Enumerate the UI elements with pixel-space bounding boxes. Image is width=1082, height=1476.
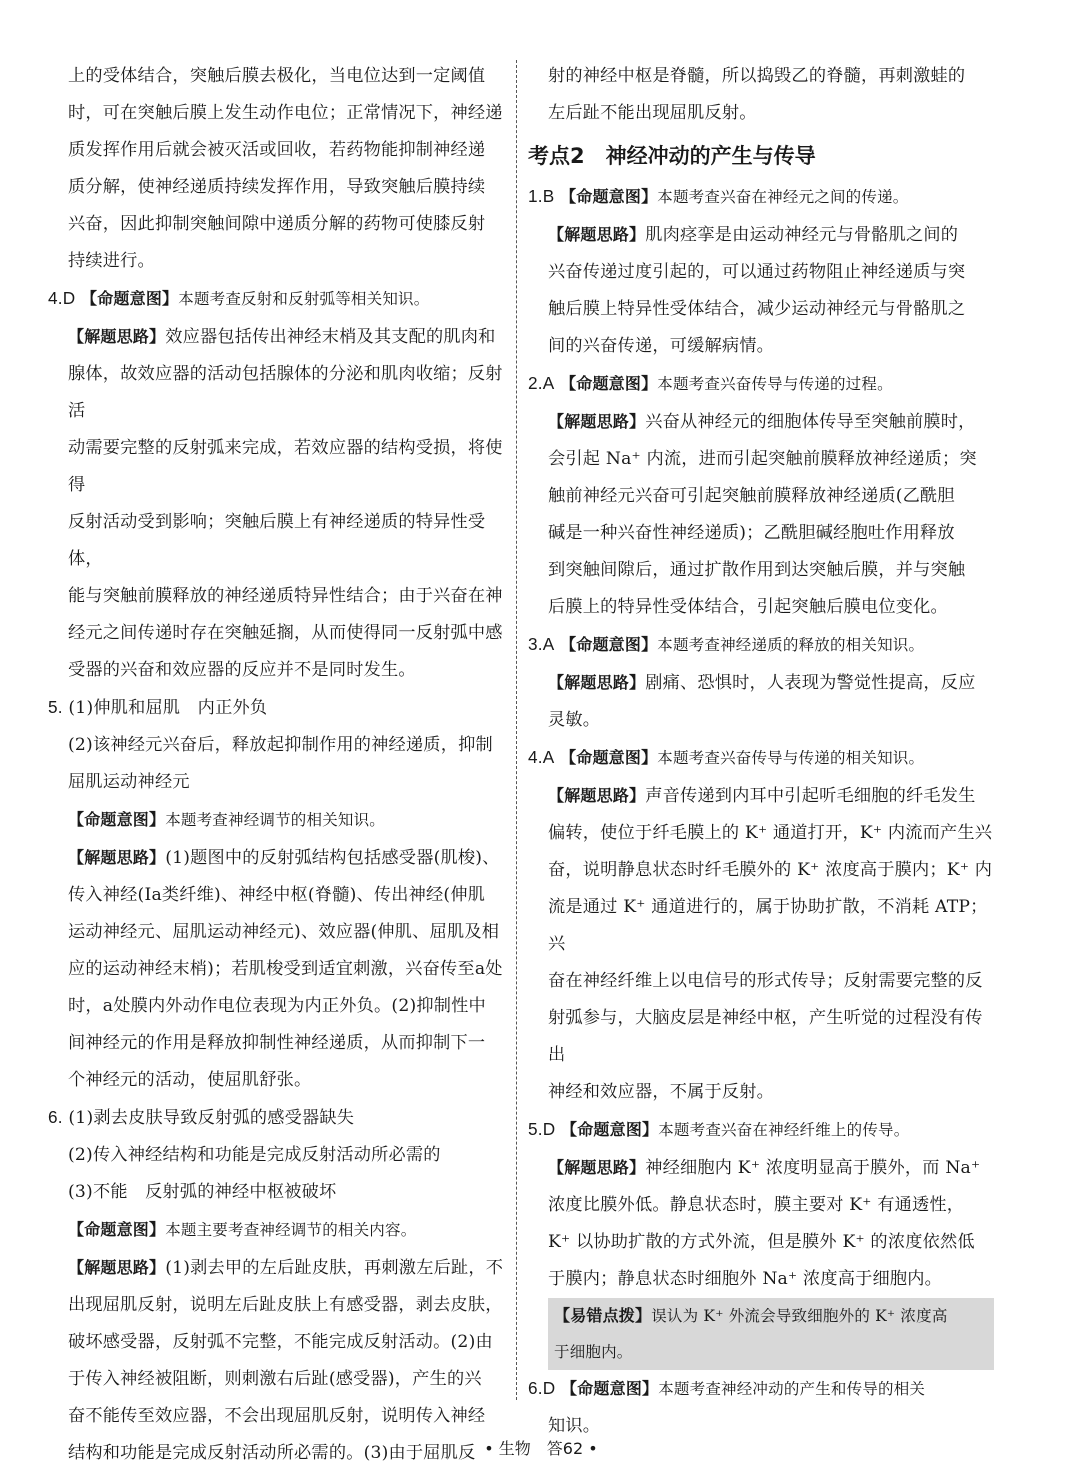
answer-number: 1.B: [528, 186, 555, 206]
line-text: 质发挥作用后就会被灭活或回收，若药物能抑制神经递: [68, 140, 486, 160]
text-line: [48, 1287, 508, 1324]
text-line: [48, 430, 508, 504]
line-text: 本题考查兴奋在神经纤维上的传导。: [658, 1121, 910, 1139]
line-text: 触前神经元兴奋可引起突触前膜释放神经递质(乙酰胆: [548, 486, 955, 506]
text-line: [528, 1074, 994, 1111]
line-text: 本题主要考查神经调节的相关内容。: [165, 1221, 417, 1239]
text-line: [48, 764, 508, 801]
line-text: 于膜内；静息状态时细胞外 Na⁺ 浓度高于细胞内。: [548, 1269, 943, 1289]
line-text: 于传入神经被阻断，则刺激右后趾(感受器)，产生的兴: [68, 1369, 482, 1389]
line-text: 神经细胞内 K⁺ 浓度明显高于膜外，而 Na⁺: [645, 1158, 981, 1178]
line-text: 能与突触前膜释放的神经递质特异性结合；由于兴奋在神: [68, 586, 503, 606]
answer-number: 4.A: [528, 747, 555, 767]
section-tag: 【命题意图】: [560, 748, 658, 767]
text-line: [528, 815, 994, 852]
text-line: [48, 1211, 508, 1249]
line-text: 射的神经中枢是脊髓，所以捣毁乙的脊髓，再刺激蛙的: [548, 66, 966, 86]
line-text: 误认为 K⁺ 外流会导致细胞外的 K⁺ 浓度高: [651, 1307, 948, 1325]
text-line: [48, 504, 508, 578]
text-line: [48, 132, 508, 169]
line-text: 结构和功能是完成反射活动所必需的。(3)由于屈肌反: [68, 1443, 476, 1463]
text-line: [528, 58, 994, 95]
line-text: 受器的兴奋和效应器的反应并不是同时发生。: [68, 660, 416, 680]
line-text: 上的受体结合，突触后膜去极化，当电位达到一定阈值: [68, 66, 486, 86]
text-line: [48, 169, 508, 206]
line-text: 本题考查反射和反射弧等相关知识。: [178, 290, 430, 308]
line-text: 兴奋，因此抑制突触间隙中递质分解的药物可使膝反射: [68, 214, 486, 234]
answer-number: 6.: [48, 1107, 63, 1127]
line-text: 个神经元的活动，使屈肌舒张。: [68, 1070, 312, 1090]
answer-number: 4.D: [48, 288, 76, 308]
line-text: 本题考查神经调节的相关知识。: [165, 811, 386, 829]
text-line: [48, 356, 508, 430]
section-title: 考点2 神经冲动的产生与传导: [528, 144, 816, 168]
line-text: 偏转，使位于纤毛膜上的 K⁺ 通道打开，K⁺ 内流而产生兴: [548, 823, 993, 843]
line-text: 剧痛、恐惧时，人表现为警觉性提高，反应: [645, 673, 976, 693]
answer-number: 5.: [48, 697, 63, 717]
text-line: [48, 1137, 508, 1174]
text-line: [528, 963, 994, 1000]
text-line: [48, 1249, 508, 1287]
line-text: (1)剥去皮肤导致反射弧的感受器缺失: [68, 1108, 355, 1128]
text-line: [528, 702, 994, 739]
text-line: [48, 318, 508, 356]
answer-number: 5.D: [528, 1119, 556, 1139]
text-line: [528, 1261, 994, 1298]
left-column: [48, 58, 508, 1472]
section-tag: 【命题意图】: [81, 289, 179, 308]
text-line: [48, 1062, 508, 1099]
line-text: 神经和效应器，不属于反射。: [548, 1082, 775, 1102]
text-line: [48, 1174, 508, 1211]
section-tag: 【命题意图】: [560, 635, 658, 654]
line-text: 经元之间传递时存在突触延搁，从而使得同一反射弧中感: [68, 623, 503, 643]
answer-item: [528, 178, 994, 216]
text-line: [48, 801, 508, 839]
text-line: [528, 328, 994, 365]
line-text: 灵敏。: [548, 710, 601, 730]
column-divider: [516, 60, 517, 1400]
line-text: 反射活动受到影响；突触后膜上有神经递质的特异性受体，: [68, 512, 486, 569]
line-text: 声音传递到内耳中引起听毛细胞的纤毛发生: [645, 786, 976, 806]
text-line: [48, 578, 508, 615]
text-line: [528, 852, 994, 889]
answer-item: [528, 1370, 994, 1408]
answer-item: [528, 626, 994, 664]
text-line: [48, 1324, 508, 1361]
error-tip-line: [548, 1334, 994, 1370]
text-line: [528, 889, 994, 963]
text-line: [528, 1187, 994, 1224]
text-line: [528, 291, 994, 328]
section-tag: 【解题思路】: [548, 786, 646, 805]
line-text: 奋不能传至效应器，不会出现屈肌反射，说明传入神经: [68, 1406, 486, 1426]
line-text: 本题考查兴奋传导与传递的过程。: [657, 375, 893, 393]
answer-item: [528, 365, 994, 403]
section-tag: 【解题思路】: [548, 225, 646, 244]
line-text: 屈肌运动神经元: [68, 772, 190, 792]
answer-item: [528, 739, 994, 777]
text-line: [528, 95, 994, 132]
text-line: [48, 95, 508, 132]
section-tag: 【解题思路】: [548, 673, 646, 692]
text-line: [48, 206, 508, 243]
text-line: [528, 1000, 994, 1074]
answer-item: [48, 1099, 508, 1137]
text-line: [48, 243, 508, 280]
line-text: 浓度比膜外低。静息状态时，膜主要对 K⁺ 有通透性，: [548, 1195, 965, 1215]
text-line: [528, 515, 994, 552]
error-tip-line: [548, 1298, 994, 1334]
text-line: [528, 1224, 994, 1261]
text-line: [528, 589, 994, 626]
section-tag: 【命题意图】: [560, 374, 658, 393]
line-text: 触后膜上特异性受体结合，减少运动神经元与骨骼肌之: [548, 299, 966, 319]
line-text: 兴奋传递过度引起的，可以通过药物阻止神经递质与突: [548, 262, 966, 282]
line-text: 流是通过 K⁺ 通道进行的，属于协助扩散，不消耗 ATP；兴: [548, 897, 988, 954]
section-tag: 【易错点拨】: [554, 1306, 652, 1325]
line-text: 出现屈肌反射，说明左后趾皮肤上有感受器，剥去皮肤，: [68, 1295, 503, 1315]
section-tag: 【解题思路】: [68, 848, 166, 867]
text-line: [48, 1361, 508, 1398]
section-tag: 【解题思路】: [68, 327, 166, 346]
line-text: 射弧参与，大脑皮层是神经中枢，产生听觉的过程没有传出: [548, 1008, 983, 1065]
line-text: 间的兴奋传递，可缓解病情。: [548, 336, 775, 356]
text-line: [48, 914, 508, 951]
section-tag: 【解题思路】: [68, 1258, 166, 1277]
line-text: 本题考查神经递质的释放的相关知识。: [657, 636, 925, 654]
line-text: 于细胞内。: [554, 1343, 633, 1361]
line-text: K⁺ 以协助扩散的方式外流，但是膜外 K⁺ 的浓度依然低: [548, 1232, 975, 1252]
line-text: (2)传入神经结构和功能是完成反射活动所必需的: [68, 1145, 441, 1165]
line-text: 持续进行。: [68, 251, 155, 271]
text-line: [528, 403, 994, 441]
line-text: 后膜上的特异性受体结合，引起突触后膜电位变化。: [548, 597, 948, 617]
text-line: [528, 216, 994, 254]
text-line: [48, 988, 508, 1025]
line-text: 本题考查兴奋在神经元之间的传递。: [657, 188, 909, 206]
line-text: 时，可在突触后膜上发生动作电位；正常情况下，神经递: [68, 103, 503, 123]
answer-item: [528, 1111, 994, 1149]
line-text: 运动神经元、屈肌运动神经元)、效应器(伸肌、屈肌及相: [68, 922, 500, 942]
text-line: [48, 615, 508, 652]
section-tag: 【命题意图】: [68, 1220, 166, 1239]
text-line: [528, 1149, 994, 1187]
line-text: (1)剥去甲的左后趾皮肤，再刺激左后趾，不: [165, 1258, 504, 1278]
text-line: [528, 478, 994, 515]
line-text: 本题考查兴奋传导与传递的相关知识。: [657, 749, 925, 767]
section-tag: 【命题意图】: [561, 1379, 659, 1398]
text-line: [528, 441, 994, 478]
text-line: [48, 727, 508, 764]
section-tag: 【命题意图】: [560, 187, 658, 206]
line-text: 会引起 Na⁺ 内流，进而引起突触前膜释放神经递质；突: [548, 449, 977, 469]
line-text: (1)伸肌和屈肌 内正外负: [68, 698, 268, 718]
section-tag: 【命题意图】: [561, 1120, 659, 1139]
line-text: 本题考查神经冲动的产生和传导的相关: [658, 1380, 926, 1398]
text-line: [48, 839, 508, 877]
right-column: [528, 58, 994, 1445]
text-line: [528, 254, 994, 291]
answer-item: [48, 280, 508, 318]
text-line: [528, 777, 994, 815]
text-line: [48, 652, 508, 689]
line-text: 碱是一种兴奋性神经递质)；乙酰胆碱经胞吐作用释放: [548, 523, 955, 543]
text-line: [48, 1398, 508, 1435]
text-line: [48, 877, 508, 914]
line-text: 效应器包括传出神经末梢及其支配的肌肉和: [165, 327, 496, 347]
line-text: (3)不能 反射弧的神经中枢被破坏: [68, 1182, 337, 1202]
line-text: 应的运动神经末梢)；若肌梭受到适宜刺激，兴奋传至a处: [68, 959, 503, 979]
line-text: 传入神经(Ⅰa类纤维)、神经中枢(脊髓)、传出神经(伸肌: [68, 885, 486, 905]
line-text: (2)该神经元兴奋后，释放起抑制作用的神经递质，抑制: [68, 735, 493, 755]
line-text: 腺体，故效应器的活动包括腺体的分泌和肌肉收缩；反射活: [68, 364, 503, 421]
line-text: 破坏感受器，反射弧不完整，不能完成反射活动。(2)由: [68, 1332, 493, 1352]
answer-number: 3.A: [528, 634, 555, 654]
line-text: 间神经元的作用是释放抑制性神经递质，从而抑制下一: [68, 1033, 486, 1053]
line-text: 兴奋从神经元的细胞体传导至突触前膜时，: [645, 412, 976, 432]
text-line: [48, 58, 508, 95]
text-line: [48, 1025, 508, 1062]
section-tag: 【解题思路】: [548, 412, 646, 431]
line-text: 奋，说明静息状态时纤毛膜外的 K⁺ 浓度高于膜内；K⁺ 内: [548, 860, 993, 880]
answer-item: [48, 689, 508, 727]
line-text: 奋在神经纤维上以电信号的形式传导；反射需要完整的反: [548, 971, 983, 991]
line-text: 肌肉痉挛是由运动神经元与骨骼肌之间的: [645, 225, 959, 245]
line-text: 知识。: [548, 1416, 601, 1436]
page-footer: • 生物 答62 •: [484, 1439, 598, 1458]
line-text: 质分解，使神经递质持续发挥作用，导致突触后膜持续: [68, 177, 486, 197]
text-line: [48, 951, 508, 988]
line-text: 到突触间隙后，通过扩散作用到达突触后膜，并与突触: [548, 560, 966, 580]
line-text: 动需要完整的反射弧来完成，若效应器的结构受损，将使得: [68, 438, 503, 495]
text-line: [528, 664, 994, 702]
line-text: 时，a处膜内外动作电位表现为内正外负。(2)抑制性中: [68, 996, 486, 1016]
section-tag: 【命题意图】: [68, 810, 166, 829]
answer-number: 6.D: [528, 1378, 556, 1398]
line-text: (1)题图中的反射弧结构包括感受器(肌梭)、: [165, 848, 500, 868]
text-line: [528, 552, 994, 589]
answer-number: 2.A: [528, 373, 555, 393]
line-text: 左后趾不能出现屈肌反射。: [548, 103, 757, 123]
section-tag: 【解题思路】: [548, 1158, 646, 1177]
